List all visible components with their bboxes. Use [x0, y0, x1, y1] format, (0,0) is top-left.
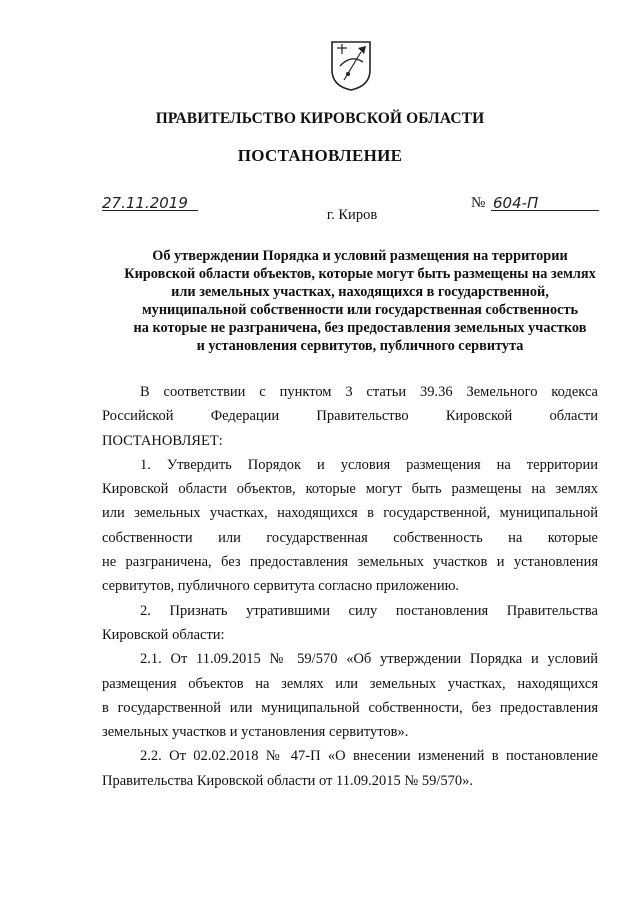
body-line: 2. Признать утратившими силу постановления Правительства [140, 602, 598, 619]
title-line: Об утверждении Порядка и условий размещения на территории [152, 248, 568, 264]
document-date: 27.11.2019 [102, 196, 198, 211]
body-line: Правительства Кировской области от 11.09.2015 № 59/570». [102, 772, 474, 789]
title-line: Кировской области объектов, которые могут быть размещены на землях [124, 266, 596, 282]
title-line: муниципальной собственности или государственная собственность [141, 302, 579, 318]
document-title [90, 247, 630, 355]
body-line: В соответствии с пунктом 3 статьи 39.36 Земельного кодекса [140, 384, 598, 400]
document-number: 604-П [491, 196, 599, 211]
body-line: ПОСТАНОВЛЯЕТ: [102, 432, 223, 449]
body-line: 2.1. От 11.09.2015 № 59/570 «Об утверждении Порядка и условий [140, 651, 598, 668]
body-line: 1. Утвердить Порядок и условия размещения на территории [140, 456, 598, 473]
body-line: или земельных участках, находящихся в государственной, муниципальной [102, 505, 598, 522]
number-sign: № [471, 195, 486, 211]
body-line: в государственной или муниципальной собственности, без предоставления [102, 699, 598, 716]
title-line: или земельных участках, находящихся в государственной, [171, 284, 549, 300]
document-body [102, 380, 598, 793]
body-line: не разграничена, без предоставления земельных участков и установления [102, 554, 598, 571]
body-line: Кировской области: [102, 626, 225, 643]
body-line: Российской Федерации Правительство Кировской области [102, 408, 598, 425]
coat-of-arms-icon [330, 40, 372, 92]
body-line: 2.2. От 02.02.2018 № 47-П «О внесении изменений в постановление [140, 748, 598, 765]
city: г. Киров [326, 207, 378, 223]
body-line: Кировской области объектов, которые могут быть размещены на землях [102, 481, 598, 498]
body-line: размещения объектов на землях или земельных участках, находящихся [102, 675, 598, 692]
government-name: ПРАВИТЕЛЬСТВО КИРОВСКОЙ ОБЛАСТИ [155, 110, 485, 127]
body-line: сервитутов, публичного сервитута согласно приложению. [102, 578, 460, 595]
body-line: собственности или государственная собственность на которые [102, 529, 598, 546]
document-type: ПОСТАНОВЛЕНИЕ [237, 146, 403, 165]
title-line: и установления сервитутов, публичного сервитута [196, 338, 524, 354]
title-line: на которые не разграничена, без предоставления земельных участков [133, 320, 587, 336]
body-line: земельных участков и установления сервитутов». [102, 724, 409, 741]
